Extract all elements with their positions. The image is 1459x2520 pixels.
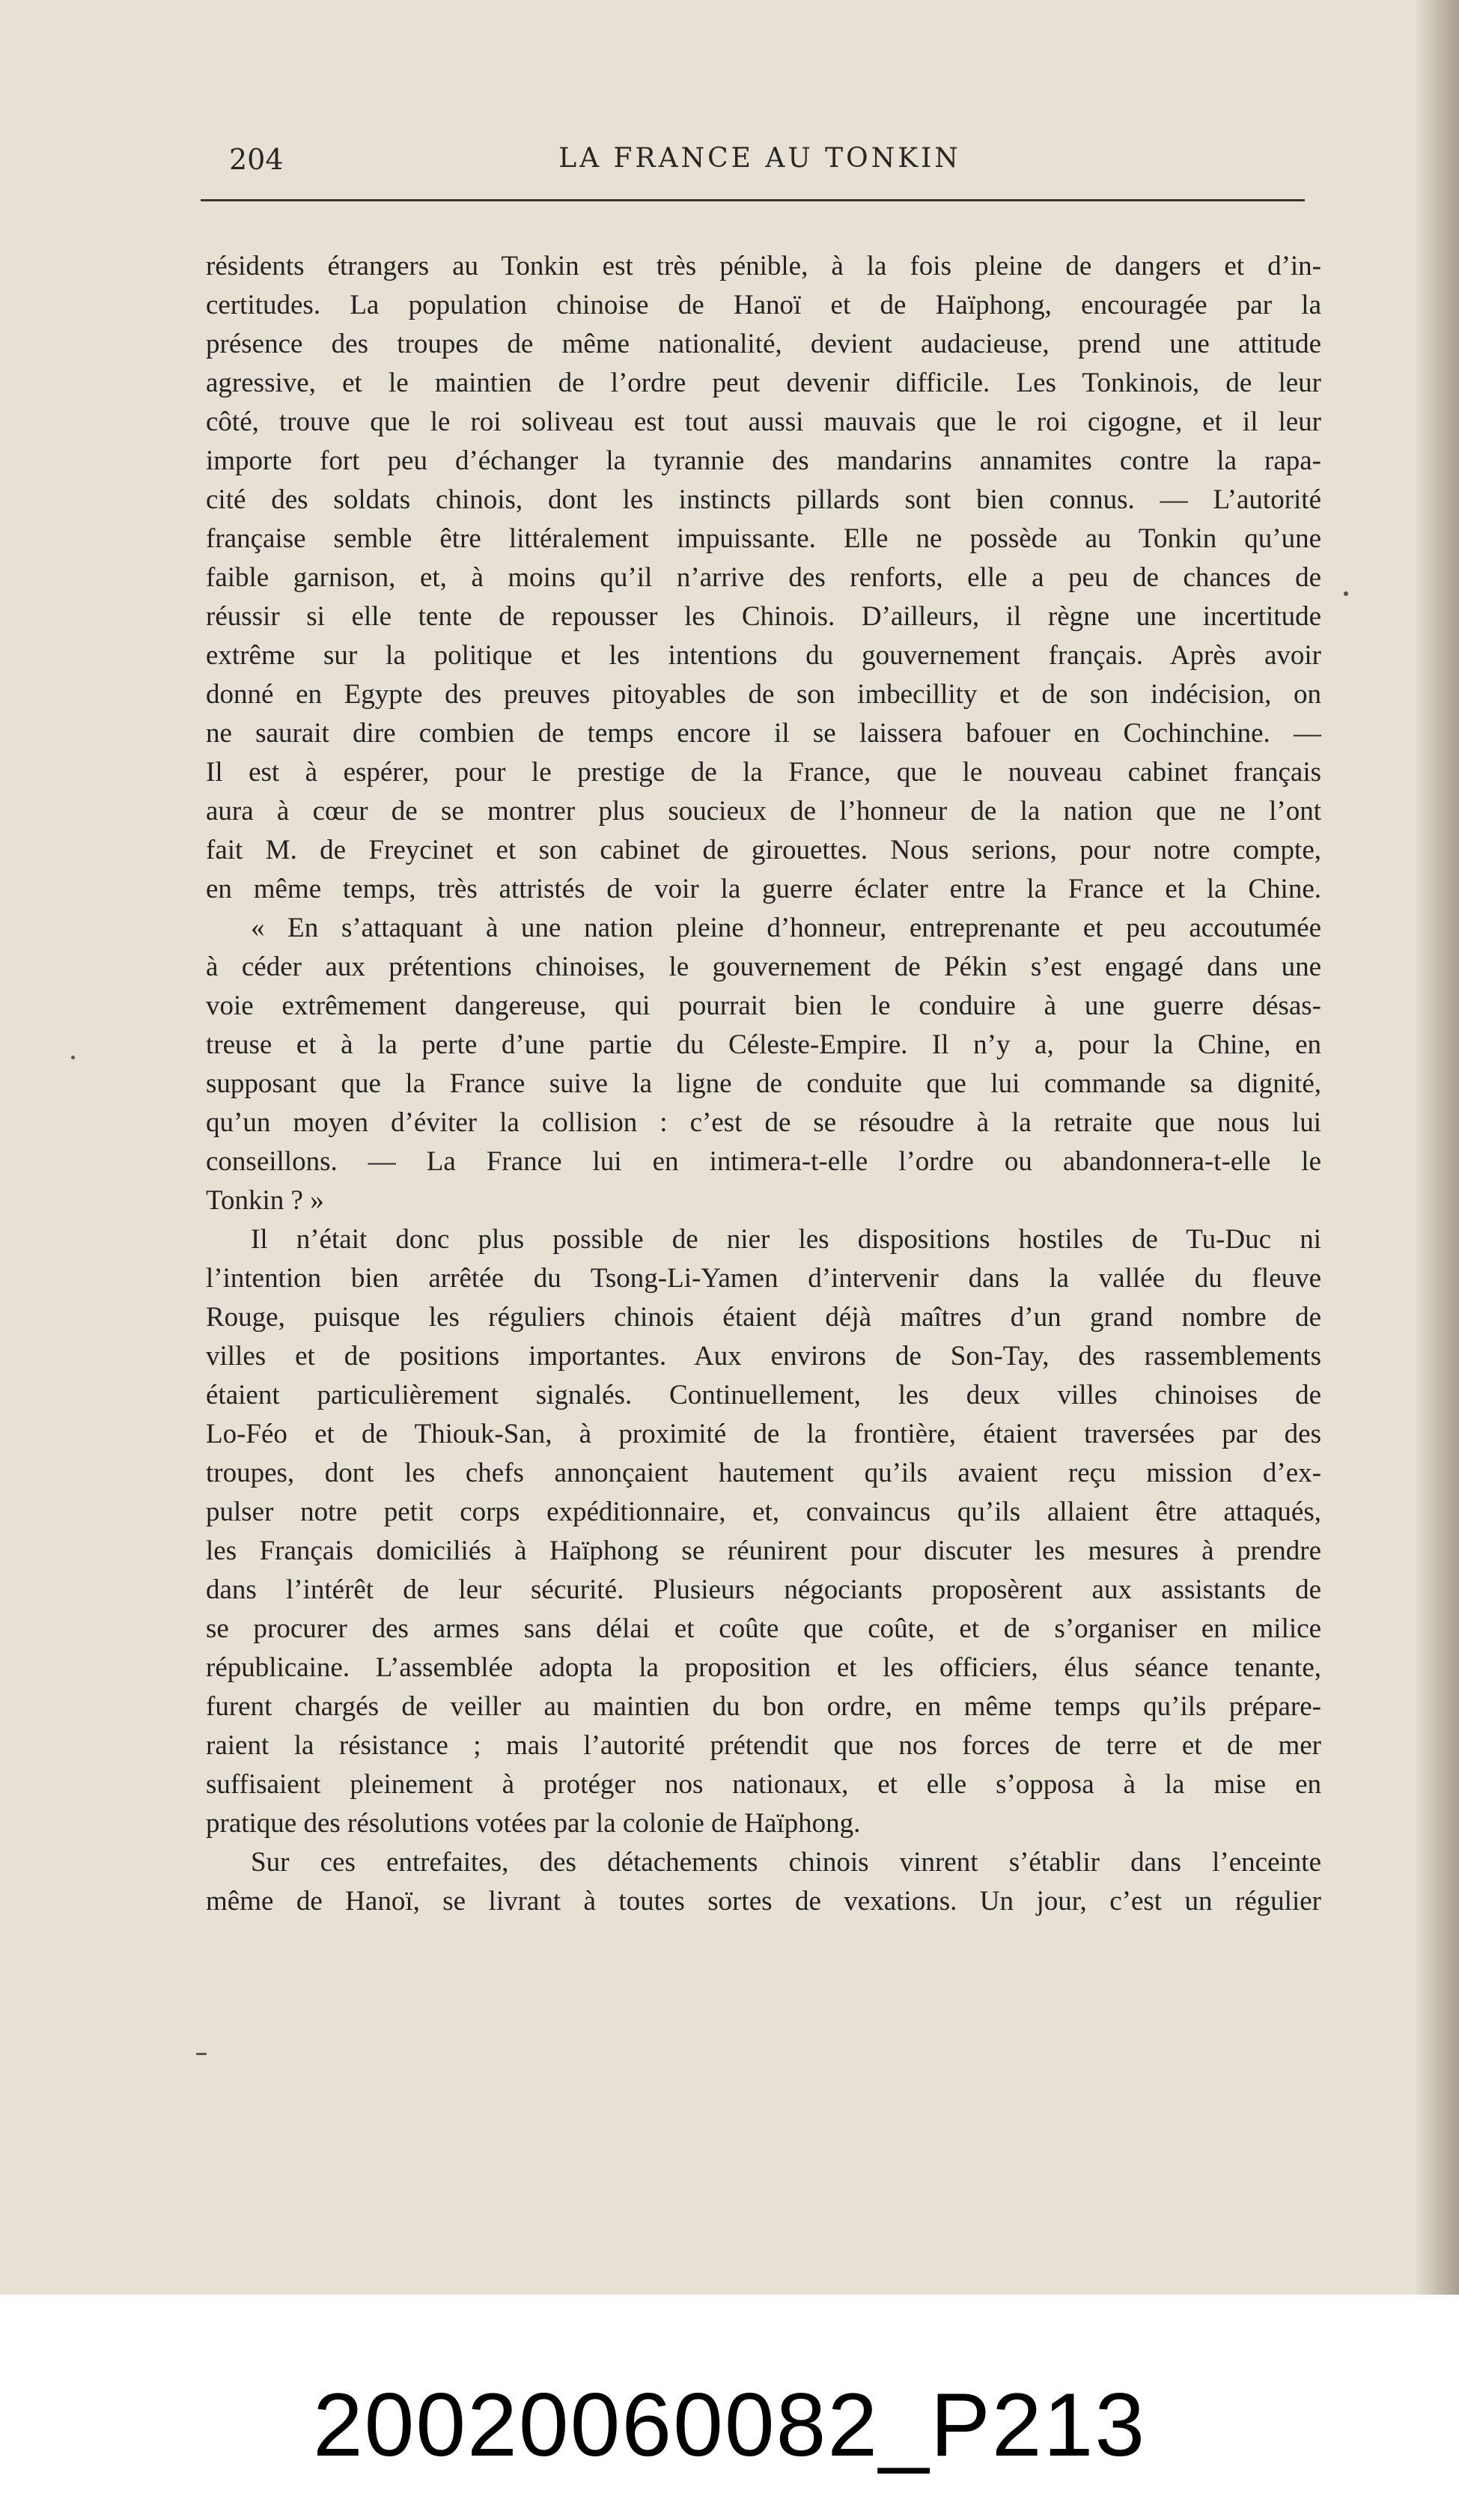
- text-line: se procurer des armes sans délai et coûte que coûte, et de s’organiser en milice: [206, 1613, 1321, 1644]
- text-line: républicaine. L’assemblée adopta la proposition et les officiers, élus séance tenante,: [206, 1652, 1321, 1683]
- text-line: Sur ces entrefaites, des détachements chinois vinrent s’établir dans l’enceinte: [251, 1847, 1321, 1878]
- page-number: 204: [229, 143, 284, 176]
- text-line: cité des soldats chinois, dont les instincts pillards sont bien connus. — L’autorité: [206, 484, 1321, 515]
- text-line: même de Hanoï, se livrant à toutes sortes de vexations. Un jour, c’est un régulier: [206, 1886, 1321, 1917]
- text-line: Lo-Féo et de Thiouk-San, à proximité de la frontière, étaient traversées par des: [206, 1419, 1321, 1449]
- text-line: française semble être littéralement impuissante. Elle ne possède au Tonkin qu’une: [206, 523, 1321, 554]
- speck-mark: [1344, 591, 1348, 596]
- text-line: agressive, et le maintien de l’ordre peut devenir difficile. Les Tonkinois, de leur: [206, 368, 1321, 398]
- text-line: furent chargés de veiller au maintien du bon ordre, en même temps qu’ils prépare-: [206, 1691, 1321, 1722]
- text-line: « En s’attaquant à une nation pleine d’honneur, entreprenante et peu accoutumée: [251, 913, 1321, 943]
- text-line: conseillons. — La France lui en intimera-t-elle l’ordre ou abandonnera-t-elle le: [206, 1146, 1321, 1177]
- text-line: résidents étrangers au Tonkin est très pénible, à la fois pleine de dangers et d’in-: [206, 251, 1321, 281]
- image-caption-area: [0, 2295, 1459, 2520]
- text-line: extrême sur la politique et les intentions du gouvernement français. Après avoir: [206, 640, 1321, 671]
- text-line: Rouge, puisque les réguliers chinois étaient déjà maîtres d’un grand nombre de: [206, 1302, 1321, 1333]
- text-line: voie extrêmement dangereuse, qui pourrait bien le conduire à une guerre désas-: [206, 990, 1321, 1021]
- text-line: en même temps, très attristés de voir la guerre éclater entre la France et la Chine.: [206, 874, 1321, 904]
- text-line: dans l’intérêt de leur sécurité. Plusieurs négociants proposèrent aux assistants de: [206, 1574, 1321, 1605]
- text-line: étaient particulièrement signalés. Continuellement, les deux villes chinoises de: [206, 1380, 1321, 1410]
- running-title: LA FRANCE AU TONKIN: [558, 143, 961, 174]
- text-line: réussir si elle tente de repousser les Chinois. D’ailleurs, il règne une incertitude: [206, 601, 1321, 632]
- text-line: qu’un moyen d’éviter la collision : c’est de se résoudre à la retraite que nous lui: [206, 1107, 1321, 1138]
- text-line: Il est à espérer, pour le prestige de la France, que le nouveau cabinet français: [206, 757, 1321, 788]
- text-line: certitudes. La population chinoise de Hanoï et de Haïphong, encouragée par la: [206, 290, 1321, 320]
- image-identifier: 20020060082_P213: [312, 2375, 1147, 2475]
- text-line: Il n’était donc plus possible de nier les dispositions hostiles de Tu-Duc ni: [251, 1224, 1321, 1255]
- text-line: donné en Egypte des preuves pitoyables de son imbecillity et de son indécision, on: [206, 679, 1321, 710]
- page-edge-shadow: [1414, 0, 1459, 2295]
- text-line: les Français domiciliés à Haïphong se réunirent pour discuter les mesures à prendre: [206, 1536, 1321, 1566]
- text-line: fait M. de Freycinet et son cabinet de girouettes. Nous serions, pour notre compte,: [206, 835, 1321, 865]
- text-line: importe fort peu d’échanger la tyrannie des mandarins annamites contre la rapa-: [206, 445, 1321, 476]
- text-line: aura à cœur de se montrer plus soucieux de l’honneur de la nation que ne l’ont: [206, 796, 1321, 827]
- speck-mark: [71, 1056, 75, 1059]
- text-line: à céder aux prétentions chinoises, le gouvernement de Pékin s’est engagé dans une: [206, 952, 1321, 982]
- text-line: l’intention bien arrêtée du Tsong-Li-Yamen d’intervenir dans la vallée du fleuve: [206, 1263, 1321, 1294]
- running-head: [202, 139, 1318, 183]
- text-line: villes et de positions importantes. Aux environs de Son-Tay, des rassemblements: [206, 1341, 1321, 1372]
- text-line: treuse et à la perte d’une partie du Céleste-Empire. Il n’y a, pour la Chine, en: [206, 1029, 1321, 1060]
- text-line: faible garnison, et, à moins qu’il n’arrive des renforts, elle a peu de chances de: [206, 562, 1321, 593]
- text-line: Tonkin ? »: [206, 1185, 324, 1216]
- text-line: pulser notre petit corps expéditionnaire, et, convaincus qu’ils allaient être attaqués,: [206, 1497, 1321, 1527]
- text-line: suffisaient pleinement à protéger nos nationaux, et elle s’opposa à la mise en: [206, 1769, 1321, 1800]
- text-line: ne saurait dire combien de temps encore il se laissera bafouer en Cochinchine. —: [206, 718, 1321, 749]
- text-line: troupes, dont les chefs annonçaient hautement qu’ils avaient reçu mission d’ex-: [206, 1458, 1321, 1488]
- body-text: [206, 247, 1321, 1921]
- header-rule: [201, 199, 1305, 201]
- text-line: supposant que la France suive la ligne de conduite que lui commande sa dignité,: [206, 1068, 1321, 1099]
- text-line: raient la résistance ; mais l’autorité prétendit que nos forces de terre et de mer: [206, 1730, 1321, 1761]
- text-line: présence des troupes de même nationalité, devient audacieuse, prend une attitude: [206, 329, 1321, 359]
- speck-mark: [196, 2053, 207, 2055]
- text-line: côté, trouve que le roi soliveau est tout aussi mauvais que le roi cigogne, et il leur: [206, 407, 1321, 437]
- text-line: pratique des résolutions votées par la colonie de Haïphong.: [206, 1808, 861, 1839]
